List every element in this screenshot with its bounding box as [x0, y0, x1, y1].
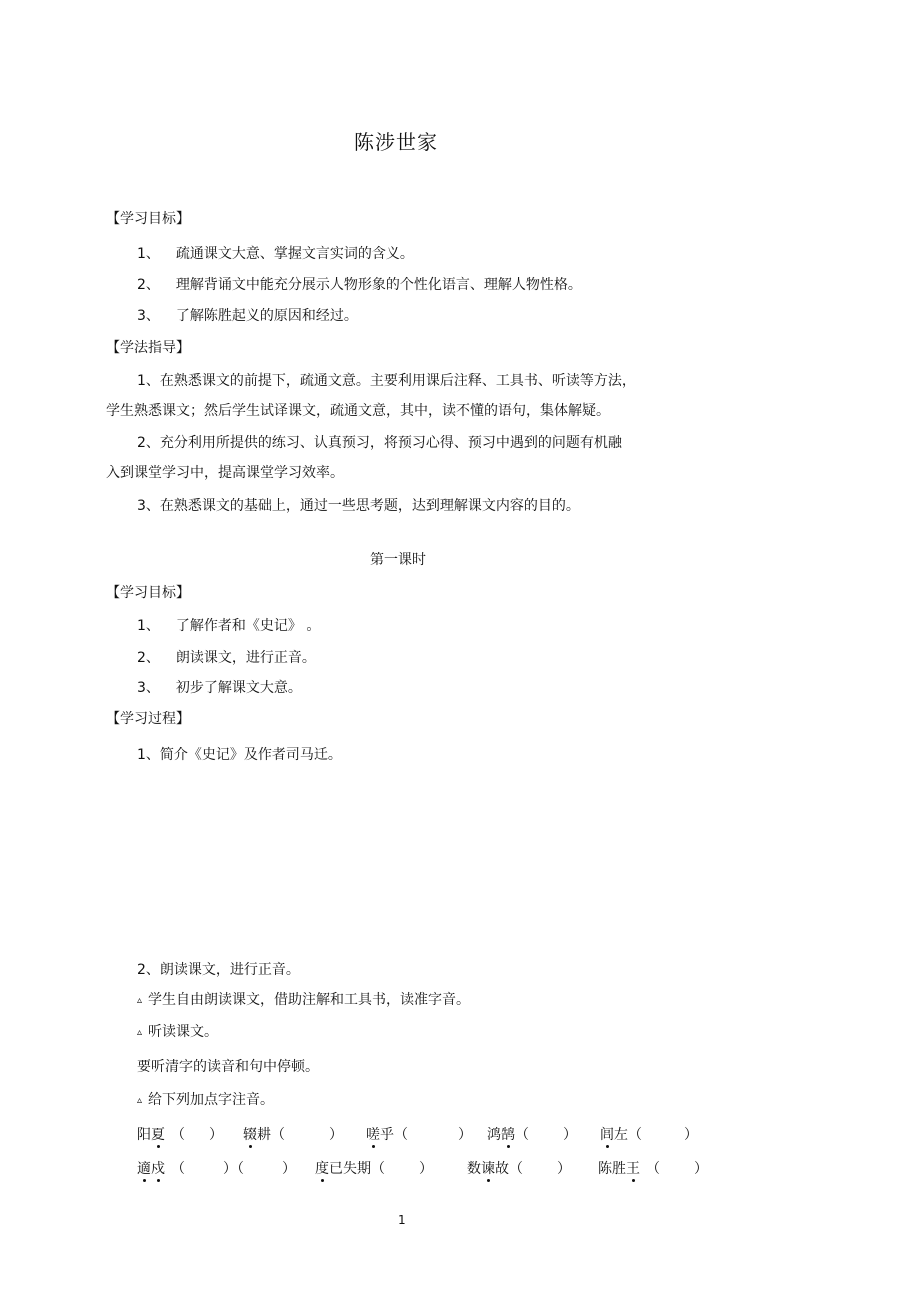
- note-line: 要听清字的读音和句中停顿。: [137, 1059, 319, 1075]
- triangle-icon: ▵: [137, 1095, 143, 1106]
- lesson-label: 第一课时: [370, 552, 426, 568]
- exercise-item: 嗟乎（ ）: [366, 1124, 472, 1144]
- step-2: 2、朗读课文，进行正音。: [137, 962, 300, 978]
- heading-objectives: 【学习目标】: [106, 211, 190, 227]
- exercise-item: 陈胜王 （ ）: [598, 1158, 708, 1178]
- exercise-item: 数谏故（ ）: [467, 1158, 571, 1178]
- lesson-objective-1: 1、 了解作者和《史记》 。: [137, 618, 321, 634]
- lesson-objective-2: 2、 朗读课文，进行正音。: [137, 650, 316, 666]
- method-1-line2: 学生熟悉课文；然后学生试译课文，疏通文意，其中，读不懂的语句，集体解疑。: [106, 403, 610, 419]
- objective-3: 3、 了解陈胜起义的原因和经过。: [137, 308, 358, 324]
- heading-method: 【学法指导】: [106, 340, 190, 356]
- heading-process: 【学习过程】: [106, 711, 190, 727]
- bullet-listen: ▵ 听读课文。: [137, 1024, 219, 1040]
- page-number: 1: [398, 1213, 406, 1227]
- exercise-item: 適戍 （ ）（ ）: [137, 1158, 296, 1178]
- method-1-line1: 1、在熟悉课文的前提下，疏通文意。主要利用课后注释、工具书、听读等方法，: [137, 373, 636, 389]
- exercise-item: 辍耕（ ）: [243, 1124, 343, 1144]
- exercise-item: 闾左（ ）: [600, 1124, 698, 1144]
- triangle-icon: ▵: [137, 1027, 143, 1038]
- method-2-line2: 入到课堂学习中，提高课堂学习效率。: [106, 465, 344, 481]
- heading-lesson-objectives: 【学习目标】: [106, 585, 190, 601]
- page-title: 陈涉世家: [354, 130, 438, 154]
- method-3-line1: 3、在熟悉课文的基础上，通过一些思考题，达到理解课文内容的目的。: [137, 498, 580, 514]
- bullet-annotate: ▵ 给下列加点字注音。: [137, 1092, 275, 1108]
- method-2-line1: 2、充分利用所提供的练习、认真预习，将预习心得、预习中遇到的问题有机融: [137, 435, 622, 451]
- lesson-objective-3: 3、 初步了解课文大意。: [137, 680, 302, 696]
- exercise-item: 度已失期（ ）: [315, 1158, 433, 1178]
- bullet-free-reading: ▵ 学生自由朗读课文，借助注解和工具书，读准字音。: [137, 992, 471, 1008]
- objective-2: 2、 理解背诵文中能充分展示人物形象的个性化语言、理解人物性格。: [137, 277, 582, 293]
- exercise-item: 鸿鹄（ ）: [487, 1124, 577, 1144]
- objective-1: 1、 疏通课文大意、掌握文言实词的含义。: [137, 246, 414, 262]
- triangle-icon: ▵: [137, 995, 143, 1006]
- step-1: 1、简介《史记》及作者司马迁。: [137, 747, 342, 763]
- exercise-item: 阳夏 （ ）: [137, 1124, 223, 1144]
